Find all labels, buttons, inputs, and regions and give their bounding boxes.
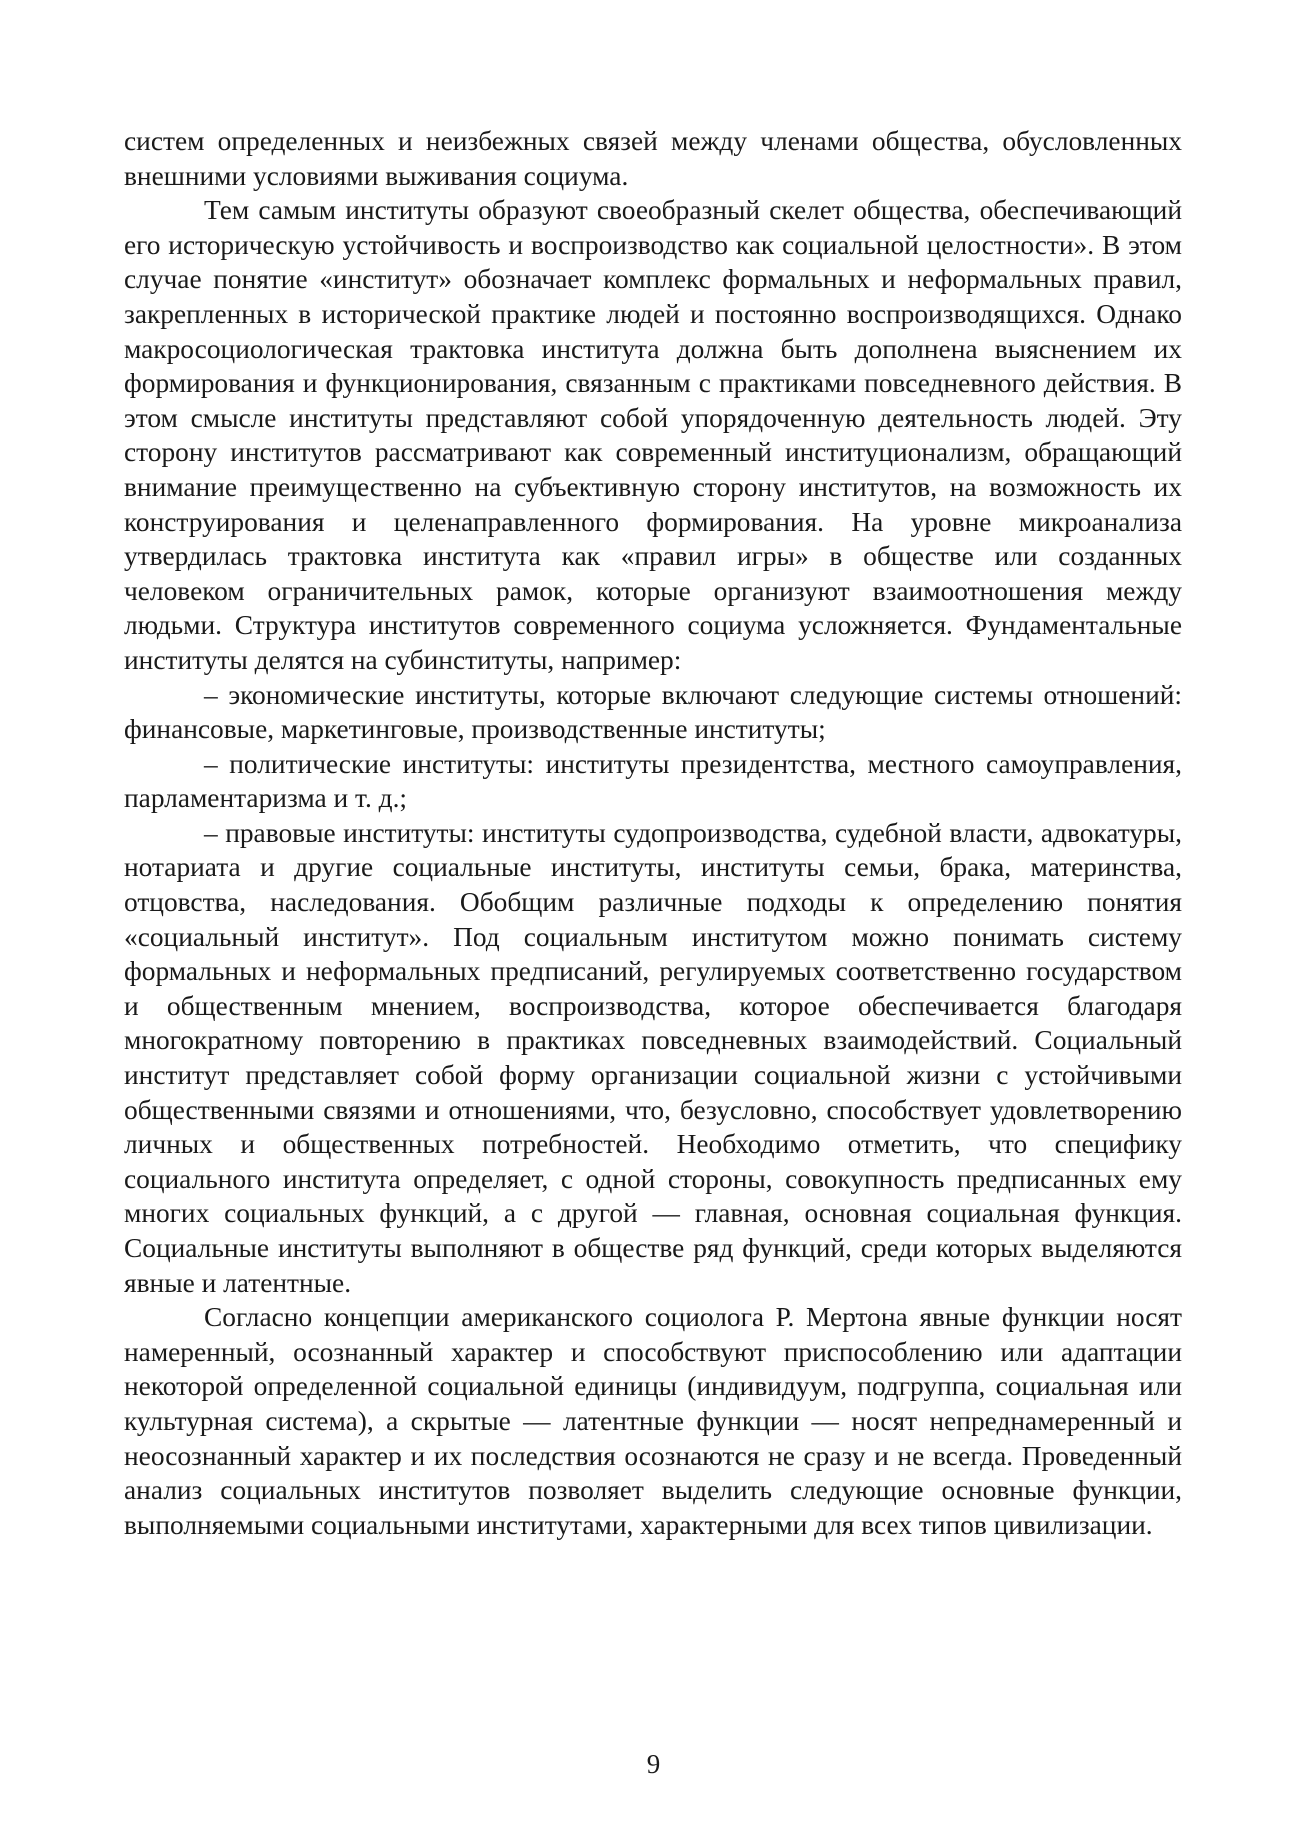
paragraph-1: систем определенных и неизбежных связей между членами общества, обусловленных внешними условиями выживания социума.	[124, 126, 1182, 191]
page-number: 9	[646, 1749, 661, 1779]
list-item-political: – политические институты: институты президентства, местного самоуправления, парламентаризма и т. д.;	[124, 748, 1182, 814]
paragraph-2: Тем самым институты образуют своеобразный скелет общества, обеспечивающий его историческую устойчивость и воспроизводство как социальной целостности». В этом случае понятие «институт» обозначает комплекс формальных и неформальных правил, закрепленных в исторической практике людей и постоянно воспроизводящихся. Однако макросоциологическая трактовка института должна быть дополнена выяснением их формирования и функционирования, связанным с практиками повседневного действия. В этом смысле институты представляют собой упорядоченную деятельность людей. Эту сторону институтов рассматривают как современный институционализм, обращающий внимание преимущественно на субъективную сторону институтов, на возможность их конструирования и целенаправленного формирования. На уровне микроанализа утвердилась трактовка института как «правил игры» в обществе или созданных человеком ограничительных рамок, которые организуют взаимоотношения между людьми. Структура институтов современного социума усложняется. Фундаментальные институты делятся на субинституты, например:	[124, 195, 1182, 675]
body-text	[124, 124, 1182, 1542]
list-item-legal: – правовые институты: институты судопроизводства, судебной власти, адвокатуры, нотариата и другие социальные институты, институты семьи, брака, материнства, отцовства, наследования. Обобщим различные подходы к определению понятия «социальный институт». Под социальным институтом можно понимать систему формальных и неформальных предписаний, регулируемых соответственно государством и общественным мнением, воспроизводства, которое обеспечивается благодаря многократному повторению в практиках повседневных взаимодействий. Социальный институт представляет собой форму организации социальной жизни с устойчивыми общественными связями и отношениями, что, безусловно, способствует удовлетворению личных и общественных потребностей. Необходимо отметить, что специфику социального института определяет, с одной стороны, совокупность предписанных ему многих социальных функций, а с другой — главная, основная социальная функция. Социальные институты выполняют в обществе ряд функций, среди которых выделяются явные и латентные.	[124, 817, 1182, 1298]
paragraph-merton: Согласно концепции американского социолога Р. Мертона явные функции носят намеренный, осознанный характер и способствуют приспособлению или адаптации некоторой определенной социальной единицы (индивидуум, подгруппа, социальная или культурная система), а скрытые — латентные функции — носят непреднамеренный и неосознанный характер и их последствия осознаются не сразу и не всегда. Проведенный анализ социальных институтов позволяет выделить следующие основные функции, выполняемыми социальными институтами, характерными для всех типов цивилизации.	[124, 1302, 1182, 1540]
list-item-economic: – экономические институты, которые включают следующие системы отношений: финансовые, маркетинговые, производственные институты;	[124, 679, 1182, 745]
